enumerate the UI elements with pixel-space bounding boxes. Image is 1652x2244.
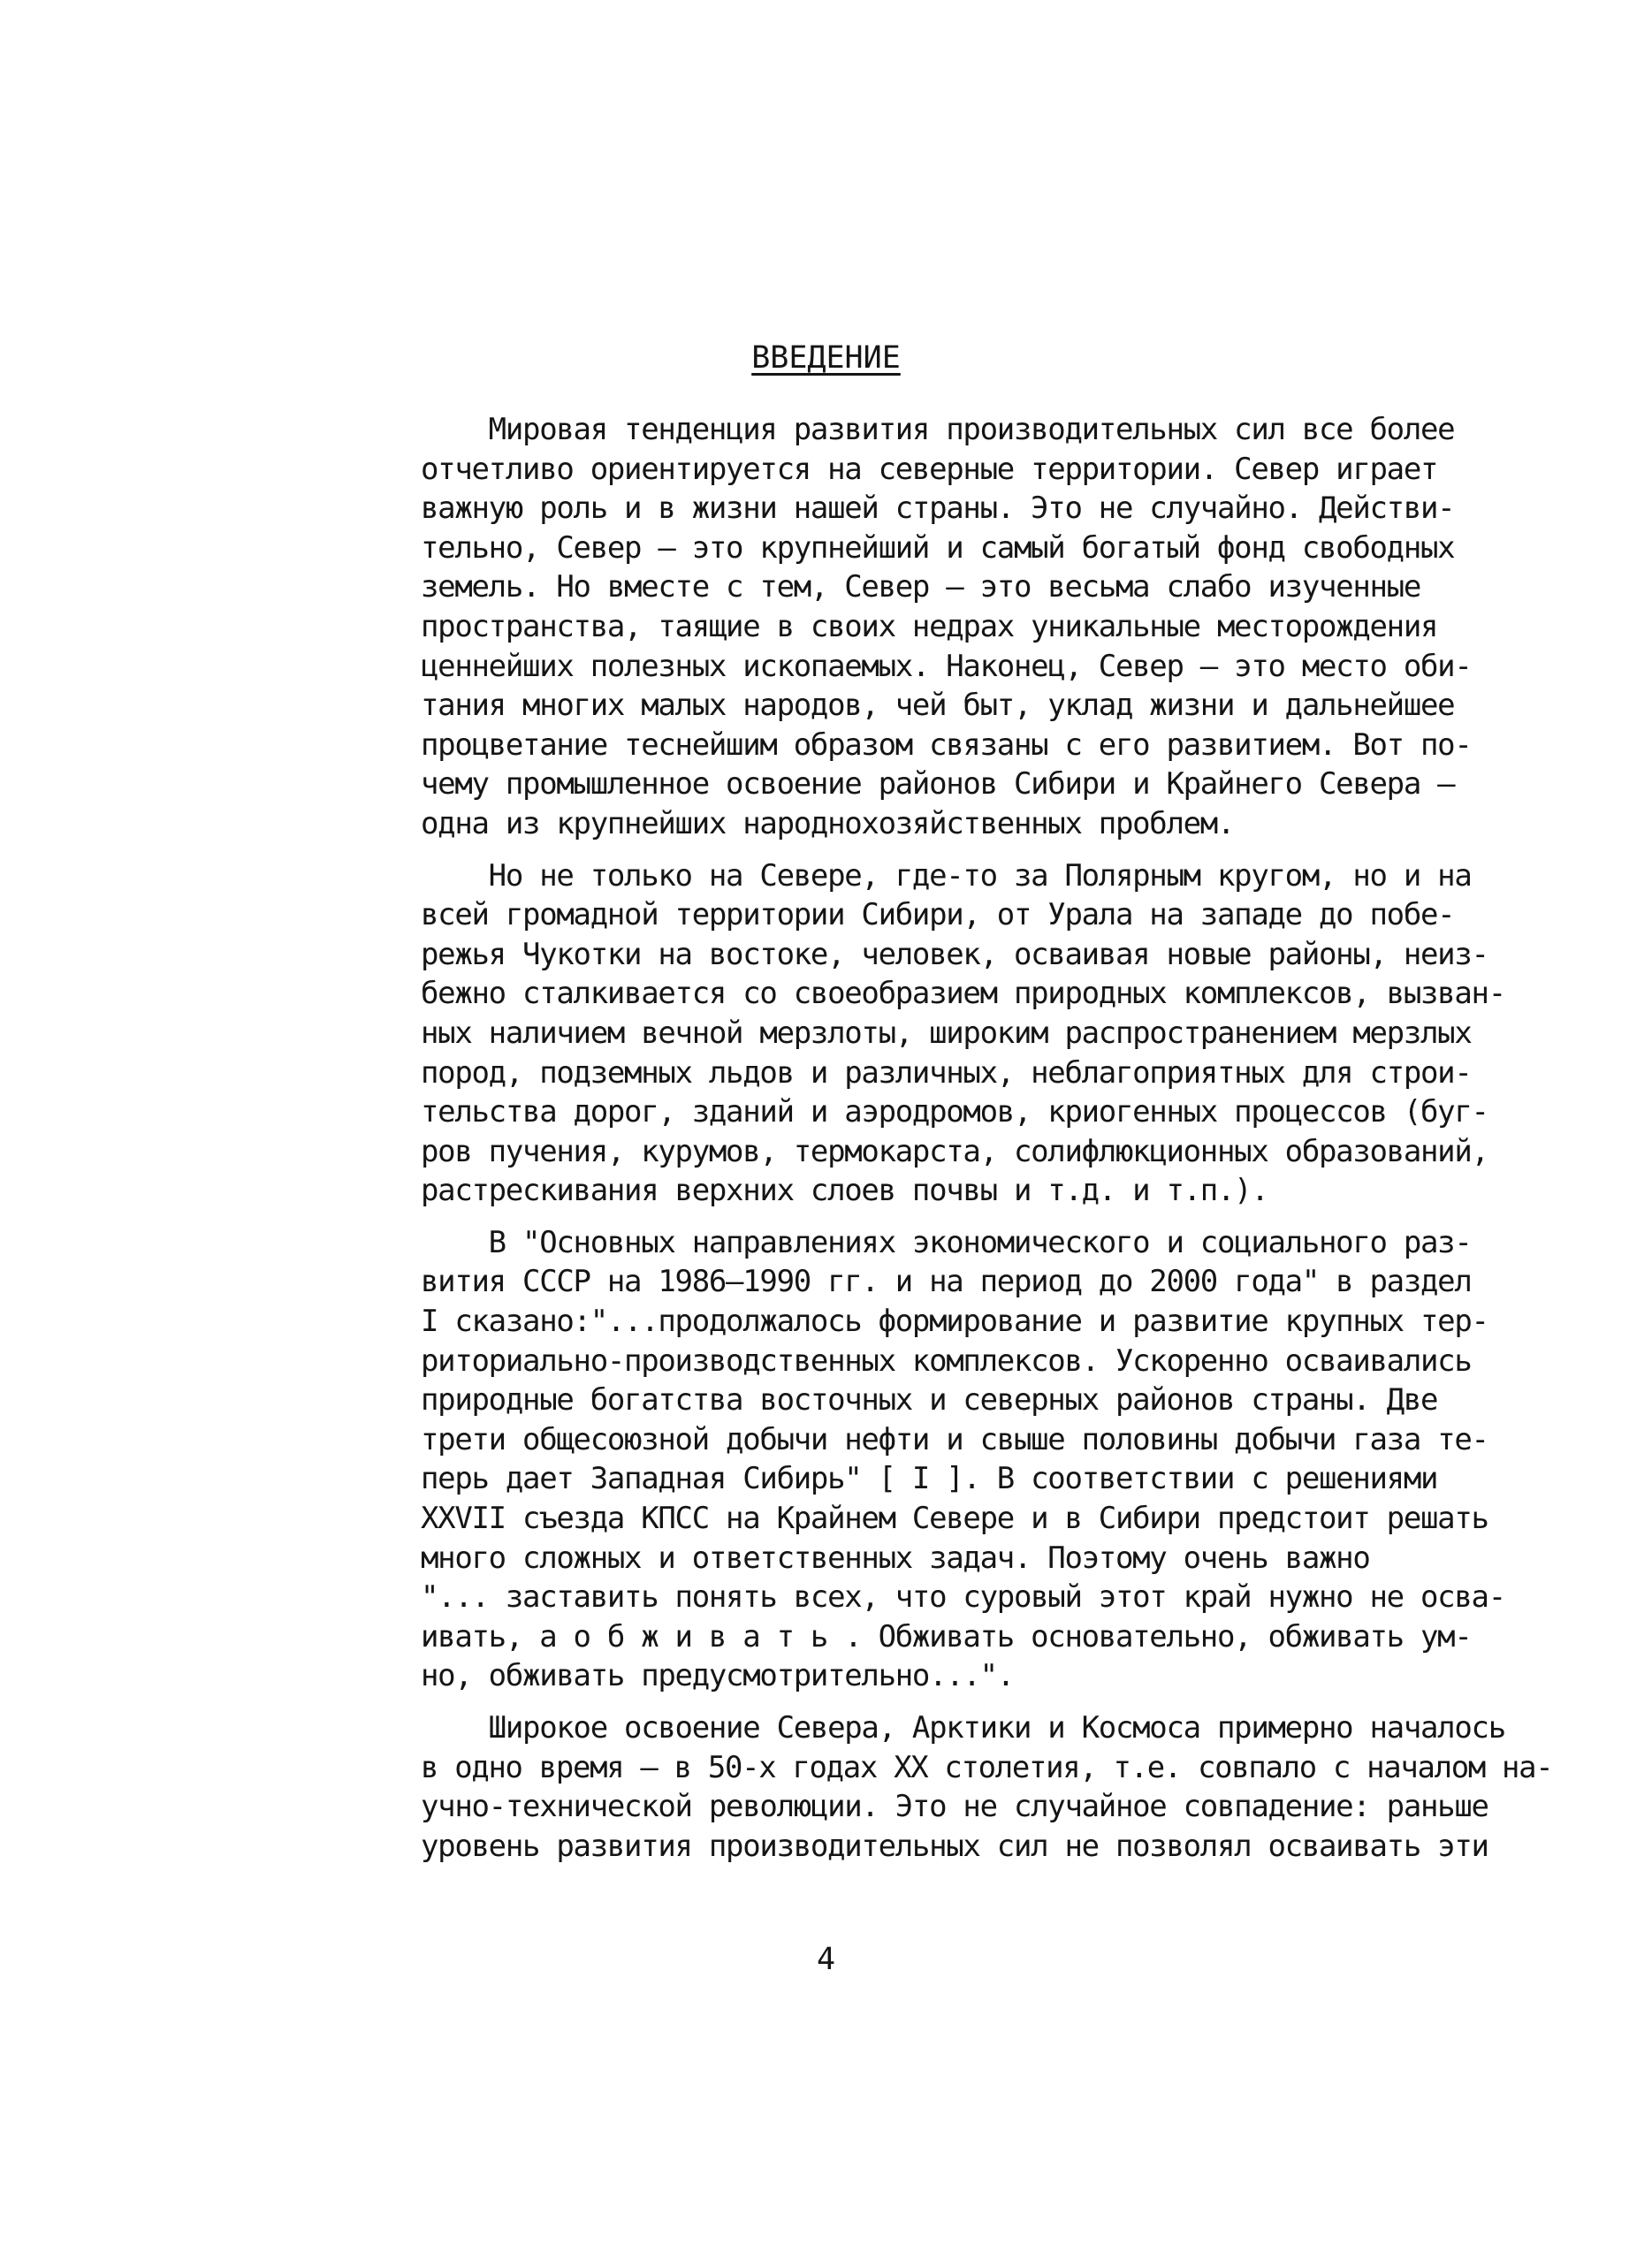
paragraph-1	[421, 410, 1552, 844]
text-line: тельства дорог, зданий и аэродромов, криогенных процессов (буг-	[421, 1094, 1488, 1130]
page-number: 4	[816, 1942, 836, 1977]
text-line: процветание теснейшим образом связаны с его развитием. Вот по-	[421, 726, 1472, 763]
text-line: природные богатства восточных и северных районов страны. Две	[421, 1382, 1438, 1419]
text-line: бежно сталкивается со своеобразием природных комплексов, вызван-	[421, 976, 1505, 1012]
paragraph-4	[421, 1708, 1552, 1866]
body-text	[421, 410, 1552, 1866]
text-line: перь дает Западная Сибирь" [ I ]. В соответствии с решениями	[421, 1461, 1438, 1497]
paragraph-gap	[421, 1696, 1552, 1708]
text-line: "... заставить понять всех, что суровый этот край нужно не осва-	[421, 1579, 1505, 1616]
text-line: растрескивания верхних слоев почвы и т.д. и т.п.).	[421, 1173, 1268, 1209]
text-line: много сложных и ответственных задач. Поэтому очень важно	[421, 1540, 1370, 1576]
text-line: XXVII съезда КПСС на Крайнем Севере и в Сибири предстоит решать	[421, 1501, 1488, 1537]
text-line: тельно, Север – это крупнейший и самый богатый фонд свободных	[421, 529, 1455, 566]
text-line: Мировая тенденция развития производительных сил все более	[421, 412, 1455, 447]
text-line: тания многих малых народов, чей быт, уклад жизни и дальнейшее	[421, 688, 1455, 724]
paragraph-2	[421, 856, 1552, 1211]
text-line: ценнейших полезных ископаемых. Наконец, Север – это место оби-	[421, 648, 1472, 684]
text-line: трети общесоюзной добычи нефти и свыше половины добычи газа те-	[421, 1421, 1488, 1457]
text-line: I сказано:"...продолжалось формирование и развитие крупных тер-	[421, 1304, 1488, 1340]
text-line: уровень развития производительных сил не позволял осваивать эти	[421, 1828, 1488, 1864]
text-line: одна из крупнейших народнохозяйственных проблем.	[421, 805, 1235, 841]
text-line: риториально-производственных комплексов. Ускоренно осваивались	[421, 1343, 1472, 1379]
text-line: ивать, а о б ж и в а т ь . Обживать основательно, обживать ум-	[421, 1618, 1472, 1654]
text-line: В "Основных направлениях экономического и социального раз-	[421, 1224, 1472, 1260]
paragraph-3	[421, 1223, 1552, 1696]
text-line: ров пучения, курумов, термокарста, солифлюкционных образований,	[421, 1133, 1488, 1169]
text-line: пород, подземных льдов и различных, неблагоприятных для строи-	[421, 1054, 1472, 1091]
text-line: пространства, таящие в своих недрах уникальные месторождения	[421, 608, 1438, 644]
text-line: отчетливо ориентируется на северные территории. Север играет	[421, 451, 1438, 487]
text-line: чему промышленное освоение районов Сибири и Крайнего Севера –	[421, 766, 1455, 803]
paragraph-gap	[421, 1211, 1552, 1223]
text-line: Но не только на Севере, где-то за Полярным кругом, но и на	[421, 857, 1472, 894]
text-line: важную роль и в жизни нашей страны. Это не случайно. Действи-	[421, 491, 1455, 527]
paragraph-gap	[421, 844, 1552, 856]
text-line: всей громадной территории Сибири, от Урала на западе до побе-	[421, 897, 1455, 933]
text-line: Широкое освоение Севера, Арктики и Космоса примерно началось	[421, 1710, 1505, 1746]
text-line: режья Чукотки на востоке, человек, осваивая новые районы, неиз-	[421, 936, 1488, 972]
page-title: ВВЕДЕНИЕ	[751, 340, 901, 376]
text-line: вития СССР на 1986–1990 гг. и на период до 2000 года" в раздел	[421, 1264, 1472, 1300]
text-line: ных наличием вечной мерзлоты, широким распространением мерзлых	[421, 1015, 1472, 1051]
text-line: в одно время – в 50-х годах XX столетия, т.е. совпало с началом на-	[421, 1749, 1553, 1785]
text-line: учно-технической революции. Это не случайное совпадение: раньше	[421, 1789, 1488, 1825]
text-line: но, обживать предусмотрительно...".	[421, 1658, 1014, 1694]
text-line: земель. Но вместе с тем, Север – это весьма слабо изученные	[421, 569, 1421, 605]
